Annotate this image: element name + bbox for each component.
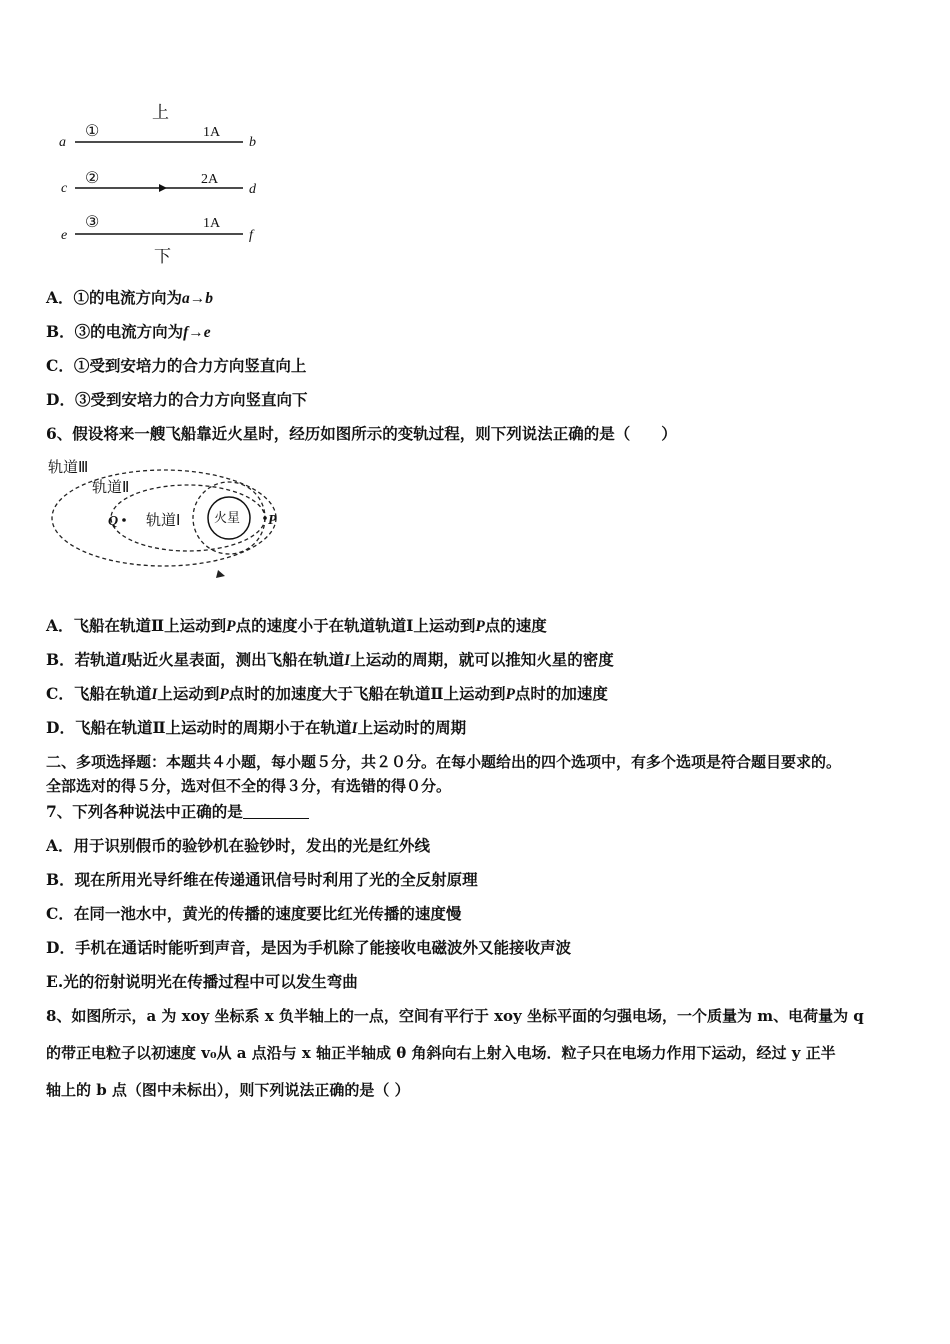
- wire-2-current: 2A: [201, 172, 219, 187]
- q6-b-text-1: B．若轨道: [46, 650, 122, 669]
- wire-2-left-label: c: [61, 181, 68, 196]
- point-p-dot: [263, 516, 267, 520]
- q5-option-d: D．③受到安培力的合力方向竖直向下: [46, 390, 308, 409]
- q6-c-text-2: 上运动到: [157, 684, 220, 703]
- orbit-1-label: 轨道Ⅰ: [146, 513, 181, 529]
- q6-option-b: [46, 648, 614, 670]
- fig1-bottom-label: 下: [154, 247, 171, 266]
- q6-option-d: [46, 716, 466, 738]
- point-p-label: P: [268, 513, 277, 528]
- orbit-2-label: 轨道Ⅱ: [92, 480, 130, 496]
- q7-stem-text: 7、下列各种说法中正确的是: [46, 802, 243, 821]
- wire-1: [59, 123, 256, 150]
- wire-1-number: ①: [85, 123, 100, 140]
- q8-stem-line-1: 8、如图所示，a 为 xoy 坐标系 x 负半轴上的一点，空间有平行于 xoy 坐标平面的匀强电场，一个质量为 m、电荷量为 q: [46, 1007, 864, 1025]
- point-q-dot: [122, 518, 126, 522]
- wire-2-arrow-icon: [159, 184, 167, 192]
- q6-a-point-2: P: [475, 618, 485, 635]
- orbit-3-label: 轨道Ⅲ: [48, 460, 89, 476]
- wire-2-number: ②: [85, 170, 100, 187]
- q7-option-c: C．在同一池水中，黄光的传播的速度要比红光传播的速度慢: [46, 904, 462, 923]
- q6-b-orbit-1: I: [121, 652, 128, 669]
- q6-c-text-1: C．飞船在轨道: [46, 684, 152, 703]
- q6-c-point-2: P: [505, 686, 515, 703]
- wire-3: [61, 214, 255, 243]
- q7-stem: [46, 800, 309, 822]
- q6-c-orbit-1: I: [151, 686, 158, 703]
- q6-a-text-2: 点的速度小于在轨道轨道Ⅰ上运动到: [235, 616, 476, 635]
- parallel-wires-figure: [55, 96, 275, 268]
- wire-2: [61, 170, 257, 197]
- point-q-label: Q: [108, 514, 119, 529]
- section-2-heading-line-2: 全部选对的得５分，选对但不全的得３分，有选错的得０分。: [46, 777, 452, 795]
- q8-stem-line-2: 的带正电粒子以初速度 v₀从 a 点沿与 x 轴正半轴成 θ 角斜向右上射入电场．粒子只在电场力作用下运动，经过 y 正半: [46, 1044, 836, 1062]
- wire-2-right-label: d: [249, 182, 256, 197]
- q5-option-a-math: a→b: [182, 290, 214, 307]
- q7-option-b: B．现在所用光导纤维在传递通讯信号时利用了光的全反射原理: [46, 870, 478, 889]
- q6-d-text-2: 上运动时的周期: [357, 718, 467, 737]
- fig1-top-label: 上: [152, 103, 169, 122]
- q6-b-text-2: 贴近火星表面，测出飞船在轨道: [127, 650, 345, 669]
- q5-option-c: C．①受到安培力的合力方向竖直向上: [46, 356, 307, 375]
- wire-1-current: 1A: [203, 125, 221, 140]
- q6-c-point-1: P: [219, 686, 229, 703]
- q6-a-text-3: 点的速度: [484, 616, 547, 635]
- q6-b-text-3: 上运动的周期，就可以推知火星的密度: [350, 650, 614, 669]
- mars-label: 火星: [214, 510, 241, 525]
- q7-option-e: E.光的衍射说明光在传播过程中可以发生弯曲: [46, 972, 358, 991]
- q6-option-a: [46, 614, 547, 636]
- wire-3-current: 1A: [203, 216, 221, 231]
- q6-c-text-3: 点时的加速度大于飞船在轨道Ⅱ上运动到: [228, 684, 506, 703]
- q6-stem: 6、假设将来一艘飞船靠近火星时，经历如图所示的变轨过程，则下列说法正确的是（ ）: [46, 424, 677, 443]
- wire-3-left-label: e: [61, 228, 68, 243]
- q7-option-a: A．用于识别假币的验钞机在验钞时，发出的光是红外线: [46, 836, 431, 855]
- q5-option-a-text: A．①的电流方向为: [46, 288, 183, 307]
- q7-answer-blank: [243, 804, 309, 819]
- q5-option-b: [46, 320, 211, 342]
- q6-a-point-1: P: [226, 618, 236, 635]
- q6-c-text-4: 点时的加速度: [514, 684, 608, 703]
- q6-b-orbit-2: I: [344, 652, 351, 669]
- q6-d-text-1: D．飞船在轨道Ⅱ上运动时的周期小于在轨道: [46, 718, 352, 737]
- section-2-heading-line-1: 二、多项选择题：本题共４小题，每小题５分，共２０分。在每小题给出的四个选项中，有多个选项是符合题目要求的。: [46, 753, 842, 771]
- q5-option-b-math: f→e: [183, 324, 211, 341]
- wire-1-left-label: a: [59, 135, 66, 150]
- q6-d-orbit-1: I: [351, 720, 358, 737]
- orbit-figure: [46, 452, 286, 592]
- wire-1-right-label: b: [249, 135, 256, 150]
- q5-option-b-text: B．③的电流方向为: [46, 322, 184, 341]
- q5-option-a: [46, 286, 213, 308]
- q6-option-c: [46, 682, 608, 704]
- q8-stem-line-3: 轴上的 b 点（图中未标出），则下列说法正确的是（ ）: [46, 1081, 410, 1099]
- q6-a-text-1: A．飞船在轨道Ⅱ上运动到: [46, 616, 227, 635]
- wire-3-right-label: f: [249, 228, 253, 243]
- q7-option-d: D．手机在通话时能听到声音，是因为手机除了能接收电磁波外又能接收声波: [46, 938, 571, 957]
- wire-3-number: ③: [85, 214, 100, 231]
- orbit-arrow-icon: [216, 570, 225, 578]
